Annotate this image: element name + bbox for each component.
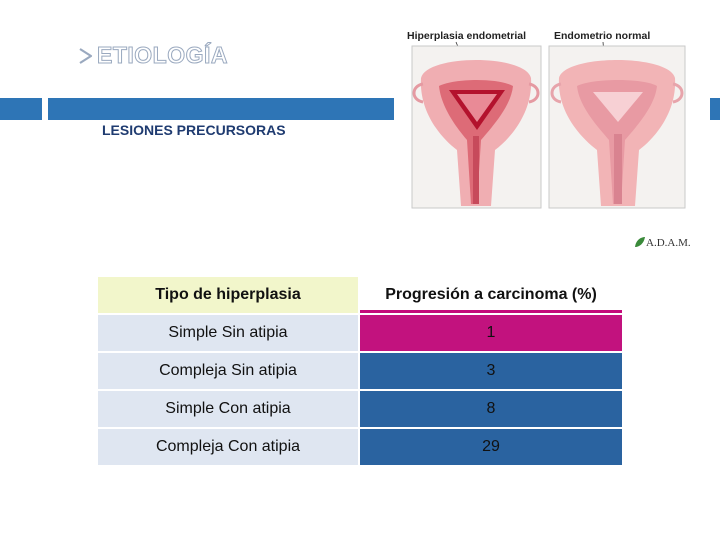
uterus-illustration: [407, 26, 691, 212]
slide-subtitle: LESIONES PRECURSORAS: [102, 122, 286, 138]
label-hyperplasia: Hiperplasia endometrial: [407, 30, 527, 42]
slide-title: [78, 42, 228, 69]
decor-band-right: [710, 98, 720, 120]
slide-title-text: ETIOLOGÍA: [97, 42, 228, 68]
uterus-hyperplasia-image: [412, 46, 541, 208]
cell-type: Compleja Con atipia: [97, 428, 359, 466]
cell-type: Simple Con atipia: [97, 390, 359, 428]
label-normal: Endometrio normal: [554, 30, 651, 42]
uterus-normal-image: [549, 46, 685, 208]
header-type: Tipo de hiperplasia: [97, 276, 359, 314]
table-header-row: [97, 276, 623, 314]
credit-text: A.D.A.M.: [646, 237, 691, 249]
hyperplasia-table: [96, 275, 624, 467]
header-progression: Progresión a carcinoma (%): [359, 276, 623, 314]
arrowhead-bullet-icon: [78, 47, 94, 65]
table-row: [97, 428, 623, 466]
cell-progression: 29: [359, 428, 623, 466]
cell-type: Simple Sin atipia: [97, 314, 359, 352]
decor-band-left: [0, 98, 42, 120]
table-row: [97, 314, 623, 352]
table-row: [97, 352, 623, 390]
decor-band-main: [48, 98, 394, 120]
cell-progression: 8: [359, 390, 623, 428]
cell-progression: 1: [359, 314, 623, 352]
table-row: [97, 390, 623, 428]
cell-progression: 3: [359, 352, 623, 390]
adam-leaf-logo: [634, 234, 694, 250]
cell-type: Compleja Sin atipia: [97, 352, 359, 390]
